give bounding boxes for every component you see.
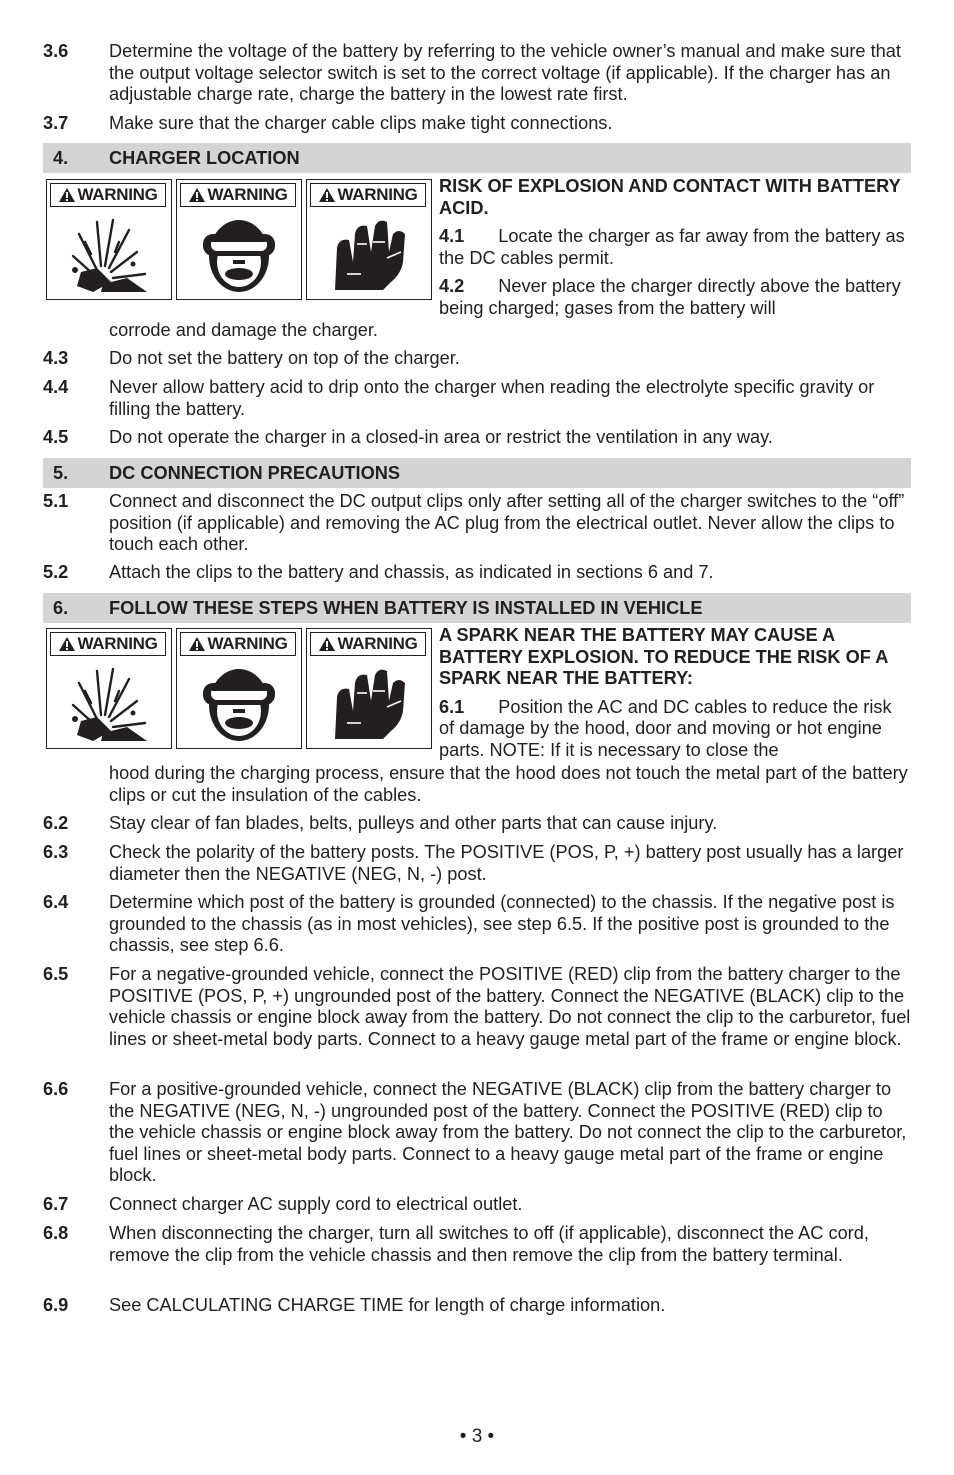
- item-number: 3.6: [43, 41, 69, 61]
- item-number: 6.3: [43, 842, 69, 862]
- warning-label: WARNING: [207, 634, 288, 653]
- list-item: [439, 276, 911, 319]
- page-number: • 3 •: [459, 1426, 495, 1447]
- item-number: 6.1: [439, 696, 465, 717]
- list-item: [43, 1194, 911, 1216]
- section-header: [43, 458, 911, 488]
- section-number: 4.: [53, 148, 69, 168]
- item-text: See CALCULATING CHARGE TIME for length of charge information.: [109, 1295, 666, 1315]
- item-text: Stay clear of fan blades, belts, pulleys and other parts that can cause injury.: [109, 813, 718, 833]
- item-number: 4.2: [439, 276, 465, 296]
- list-item: [43, 813, 911, 835]
- section4-side-text: [439, 176, 911, 319]
- list-item: [43, 1223, 911, 1266]
- section-title: CHARGER LOCATION: [109, 148, 300, 168]
- item-text: Never place the charger directly above the battery being charged; gases from the battery will: [439, 276, 901, 318]
- section6-side-text: [439, 625, 911, 761]
- warning-triangle-icon: [188, 636, 206, 652]
- list-item: [43, 427, 911, 449]
- section-number: 5.: [53, 463, 69, 483]
- warning-panel-goggles: [176, 179, 302, 300]
- warning-heading: RISK OF EXPLOSION AND CONTACT WITH BATTERY ACID.: [439, 176, 901, 218]
- warning-panel-glove: [306, 179, 432, 300]
- item-text: When disconnecting the charger, turn all switches to off (if applicable), disconnect the AC cord, remove the clip from the vehicle chassis and then remove the clip from the battery terminal.: [109, 1223, 869, 1265]
- item-number: 6.2: [43, 813, 69, 833]
- item-number: 6.8: [43, 1223, 69, 1243]
- item-text: For a positive-grounded vehicle, connect the NEGATIVE (BLACK) clip from the battery charger to the NEGATIVE (NEG, N, -) ungrounded post of the battery. Connect the POSITIVE (RED) clip to the vehicle chassis or engine block away from the battery. Do not connect the clip to the carburetor, fuel lines or sheet-metal body parts. Connect to a heavy gauge metal part of the frame or engine block.: [109, 1079, 907, 1185]
- item-text: Do not set the battery on top of the charger.: [109, 348, 460, 368]
- explosion-icon: [67, 661, 151, 743]
- list-item: [43, 562, 911, 584]
- warning-label: WARNING: [77, 185, 158, 204]
- warning-panel-explosion: [46, 628, 172, 749]
- item-number: 6.5: [43, 964, 69, 984]
- item-text: For a negative-grounded vehicle, connect the POSITIVE (RED) clip from the battery charger to the POSITIVE (POS, P, +) ungrounded post of the battery. Connect the NEGATIVE (BLACK) clip to the vehicle chassis or engine block away from the battery. Do not connect the clip to the carburetor, fuel lines or sheet-metal body parts. Connect to a heavy gauge metal part of the frame or engine block.: [109, 964, 911, 1049]
- safety-goggles-icon: [197, 661, 281, 743]
- list-item: [43, 842, 911, 885]
- item-number: 4.4: [43, 377, 69, 397]
- explosion-icon: [67, 212, 151, 294]
- warning-header: [50, 183, 166, 207]
- warning-panel-goggles: [176, 628, 302, 749]
- item-number: 4.3: [43, 348, 69, 368]
- item-text: Connect and disconnect the DC output clips only after setting all of the charger switches to the “off” position (if applicable) and removing the AC plug from the electrical outlet. Never allow the clips to touch each other.: [109, 491, 905, 554]
- item-text: Position the AC and DC cables to reduce the risk of damage by the hood, door and moving or hot engine parts. NOTE: If it is necessary to close the: [439, 696, 892, 760]
- warning-triangle-icon: [58, 187, 76, 203]
- item-text: Make sure that the charger cable clips make tight connections.: [109, 113, 613, 133]
- warning-header: [180, 183, 296, 207]
- list-item: [439, 697, 911, 762]
- warning-icons: [46, 179, 432, 300]
- list-item: [43, 348, 911, 370]
- item-number: 6.4: [43, 892, 69, 912]
- warning-triangle-icon: [58, 636, 76, 652]
- warning-panel-glove: [306, 628, 432, 749]
- item-text: Check the polarity of the battery posts. The POSITIVE (POS, P, +) battery post usually has a larger diameter then the NEGATIVE (NEG, N, -) post.: [109, 842, 904, 884]
- warning-icons: [46, 628, 432, 749]
- section-header: [43, 593, 911, 623]
- list-item: [43, 41, 911, 106]
- list-item: [43, 964, 911, 1050]
- item-number: 4.5: [43, 427, 69, 447]
- item-text: Do not operate the charger in a closed-in area or restrict the ventilation in any way.: [109, 427, 773, 447]
- item-number: 5.1: [43, 491, 69, 511]
- item-text: Attach the clips to the battery and chassis, as indicated in sections 6 and 7.: [109, 562, 714, 582]
- item-continuation: corrode and damage the charger.: [109, 320, 378, 340]
- list-item: [43, 892, 911, 957]
- warning-label: WARNING: [207, 185, 288, 204]
- item-number: 6.7: [43, 1194, 69, 1214]
- item-number: 6.6: [43, 1079, 69, 1099]
- protective-glove-icon: [327, 212, 411, 294]
- list-item: [43, 1295, 911, 1317]
- section-title: FOLLOW THESE STEPS WHEN BATTERY IS INSTALLED IN VEHICLE: [109, 598, 703, 618]
- warning-header: [310, 183, 426, 207]
- warning-header: [50, 632, 166, 656]
- warning-panel-explosion: [46, 179, 172, 300]
- item-continuation: hood during the charging process, ensure that the hood does not touch the metal part of the battery clips or cut the insulation of the cables.: [109, 763, 908, 805]
- warning-triangle-icon: [318, 636, 336, 652]
- list-item: [439, 226, 911, 269]
- list-item: [43, 113, 911, 135]
- item-text: Connect charger AC supply cord to electrical outlet.: [109, 1194, 523, 1214]
- item-text: Determine the voltage of the battery by referring to the vehicle owner’s manual and make sure that the output voltage selector switch is set to the correct voltage (if applicable). If the charger has an adjustable charge rate, charge the battery in the lowest rate first.: [109, 41, 901, 104]
- protective-glove-icon: [327, 661, 411, 743]
- section-number: 6.: [53, 598, 69, 618]
- item-number: 6.9: [43, 1295, 69, 1315]
- warning-label: WARNING: [337, 634, 418, 653]
- section-title: DC CONNECTION PRECAUTIONS: [109, 463, 401, 483]
- warning-triangle-icon: [318, 187, 336, 203]
- warning-heading: A SPARK NEAR THE BATTERY MAY CAUSE A BATTERY EXPLOSION. TO REDUCE THE RISK OF A SPARK NEAR THE BATTERY:: [439, 625, 888, 688]
- item-number: 3.7: [43, 113, 69, 133]
- item-number: 5.2: [43, 562, 69, 582]
- item-text: Locate the charger as far away from the battery as the DC cables permit.: [439, 226, 905, 268]
- warning-triangle-icon: [188, 187, 206, 203]
- warning-header: [180, 632, 296, 656]
- list-item: [43, 491, 911, 556]
- warning-label: WARNING: [77, 634, 158, 653]
- list-item: [43, 377, 911, 420]
- section-header: [43, 143, 911, 173]
- warning-header: [310, 632, 426, 656]
- item-text: Determine which post of the battery is grounded (connected) to the chassis. If the negative post is grounded to the chassis (as in most vehicles), see step 6.5. If the positive post is grounded to the chassis, see step 6.6.: [109, 892, 895, 955]
- item-number: 4.1: [439, 226, 465, 246]
- safety-goggles-icon: [197, 212, 281, 294]
- warning-label: WARNING: [337, 185, 418, 204]
- list-item: [43, 1079, 911, 1187]
- item-text: Never allow battery acid to drip onto the charger when reading the electrolyte specific gravity or filling the battery.: [109, 377, 875, 419]
